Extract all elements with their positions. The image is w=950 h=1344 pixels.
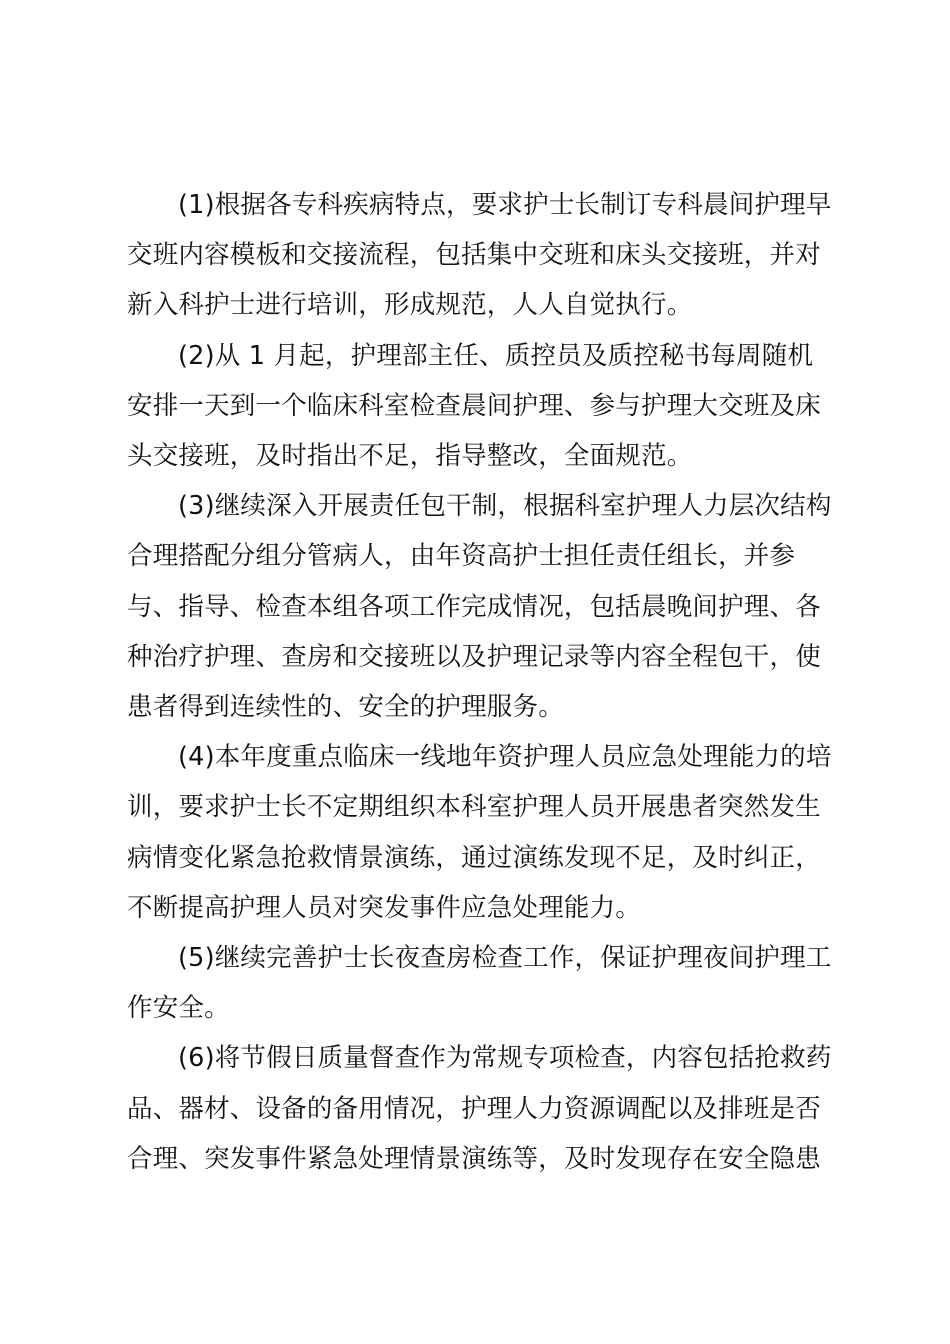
document-body [127,180,835,1184]
paragraph-2: (2)从 1 月起，护理部主任、质控员及质控秘书每周随机安排一天到一个临床科室检查晨间护理、参与护理大交班及床头交接班，及时指出不足，指导整改，全面规范。 [127,340,821,472]
paragraph-4: (4)本年度重点临床一线地年资护理人员应急处理能力的培训，要求护士长不定期组织本科室护理人员开展患者突然发生病情变化紧急抢救情景演练，通过演练发现不足，及时纠正，不断提高护理人员对突发事件应急处理能力。 [127,742,832,923]
paragraph-1: (1)根据各专科疾病特点，要求护士长制订专科晨间护理早交班内容模板和交接流程，包括集中交班和床头交接班，并对新入科护士进行培训，形成规范，人人自觉执行。 [127,190,832,321]
paragraph-6: (6)将节假日质量督查作为常规专项检查，内容包括抢救药品、器材、设备的备用情况，护理人力资源调配以及排班是否合理、突发事件紧急处理情景演练等，及时发现存在安全隐患 [127,1043,832,1174]
paragraph-5: (5)继续完善护士长夜查房检查工作，保证护理夜间护理工作安全。 [127,943,832,1024]
paragraph-3: (3)继续深入开展责任包干制，根据科室护理人力层次结构合理搭配分组分管病人，由年资高护士担任责任组长，并参与、指导、检查本组各项工作完成情况，包括晨晚间护理、各种治疗护理、查房和交接班以及护理记录等内容全程包干，使患者得到连续性的、安全的护理服务。 [127,491,832,723]
